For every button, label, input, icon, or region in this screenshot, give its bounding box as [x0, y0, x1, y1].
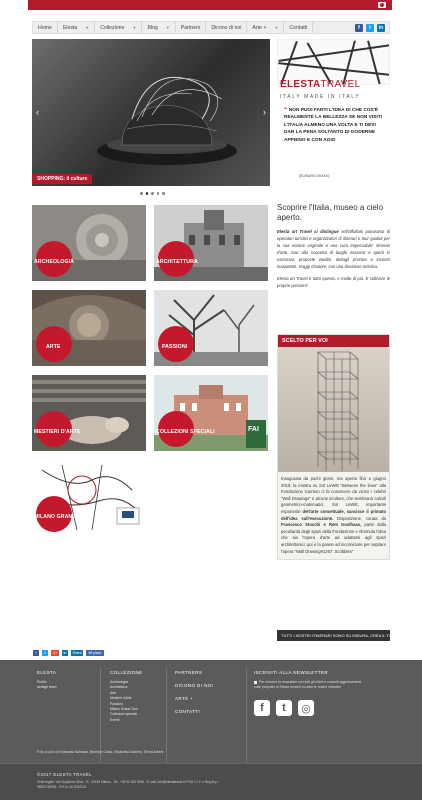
slider-dot[interactable] [162, 192, 165, 195]
footer-link[interactable]: Passioni [110, 701, 123, 706]
slider-dot-active[interactable] [146, 192, 149, 195]
newsletter-consent[interactable] [254, 680, 364, 690]
brand-name-light: TRAVEL [320, 79, 361, 90]
footer-link[interactable]: Architettura [110, 685, 128, 690]
nav-blog[interactable] [142, 22, 175, 33]
scelto-per-voi-box [277, 334, 390, 560]
slider-caption[interactable]: SHOPPING: il culture [32, 174, 92, 184]
nav-home[interactable] [33, 22, 58, 33]
tile-label: MILANO GRAND TOUR [34, 514, 93, 520]
footer-link[interactable]: Eventi [110, 717, 120, 722]
intro-body: nell'affollato panorama di operatori turistici e organizzatori di itinerari e tour guidati per la sua visione originale e una cura impeccabile: itinerari d'arte, tour alla scoperta di luoghi nascosti e aperti in esclusiva, proposte inedite, dettagli preziosi e incontri inaspettati. Viaggi d'autore, con una direzione artistica. [277, 229, 391, 269]
photo-credits: Foto a cura di Emanuela Salmaso, Beatrice Costa, Elisabetta Gamero, Elena Arbeni [37, 750, 164, 754]
facebook-like-button[interactable]: Mi piace [86, 650, 104, 656]
brand-quote-text: NON PUOI FARTI L'IDEA DI CHE COS'È REALMENTE LA BELLEZZA SE NON VISITI L'ITALIA ALMENO UNA VOLTA E TI DEVI DAR LA PENA SOLTANTO DI GODERNE APPIENO E CON AGIO [284, 108, 382, 143]
chevron-down-icon: ▼ [132, 25, 137, 30]
tile-archeologia[interactable] [32, 205, 146, 281]
footer-col-partners [175, 670, 213, 719]
grid-tower-drawing [278, 347, 391, 472]
chevron-right-icon: › [395, 632, 398, 639]
scelto-header: SCELTO PER VOI [278, 335, 389, 347]
scelto-text-bold-2: Francesco Stocchi e Rem Koolhaas, [281, 522, 362, 528]
footer-link[interactable]: Milano Grand Tour [110, 707, 138, 712]
linkedin-icon[interactable]: in [378, 24, 384, 31]
footer-newsletter [254, 670, 364, 716]
footer-link[interactable]: Archeologia [110, 680, 128, 684]
svg-text:FAI: FAI [248, 426, 259, 433]
chevron-down-icon: ▼ [165, 25, 170, 30]
tile-label: MESTIERI D'ARTE [34, 429, 81, 435]
intro-text-2: Elesta art Travel è tutto questo, e molto di più. E coltivare le proprie passioni! [277, 276, 390, 288]
checkbox-icon[interactable] [254, 681, 257, 684]
brand-logo[interactable] [280, 79, 360, 90]
footer-heading: COLLEZIONE [110, 670, 143, 675]
footer-link[interactable]: Profilo [37, 680, 47, 684]
twitter-icon[interactable]: t [366, 24, 374, 32]
nav-elesta-label: Elesta [62, 24, 78, 31]
tile-architettura[interactable] [154, 205, 268, 281]
footer-link[interactable]: CONTATTI [175, 709, 201, 714]
share-twitter-icon[interactable]: t [42, 650, 48, 656]
footer-heading: ELESTA [37, 670, 57, 675]
slider-dot[interactable] [151, 192, 154, 195]
tile-milano-grand-tour[interactable] [32, 460, 146, 536]
tile-label: ARTE [46, 344, 61, 350]
share-facebook-icon[interactable]: f [33, 650, 39, 656]
tile-label: ARCHEOLOGIA [34, 259, 75, 265]
chevron-down-icon: ▼ [274, 25, 279, 30]
brand-quote [284, 107, 384, 144]
share-linkedin-button[interactable]: Share [72, 651, 82, 655]
nav-arte-label: Arte + [252, 24, 267, 31]
nav-elesta[interactable] [58, 22, 95, 33]
footer-link[interactable]: DICONO DI NOI [175, 683, 214, 688]
nav-dicono-label: Dicono di noi [211, 24, 242, 31]
nav-partners-label: Partners [180, 24, 201, 31]
scelto-text-bold-1: dell'arte concettuale, sancisce il primato dell'idea sull'esecuzione. [281, 508, 386, 521]
hero-slider[interactable] [32, 39, 270, 186]
footer-link[interactable]: ARTE + [175, 696, 194, 701]
top-bar [28, 0, 392, 10]
slider-dot[interactable] [157, 192, 160, 195]
nav-partners[interactable] [176, 22, 207, 33]
nav-dicono-di-noi[interactable] [206, 22, 247, 33]
scelto-text-1: Inaugurata da pochi giorni, ma aperta fino a giugno 2018, la mostra su Sol LeWitt "Between the lines" alla Fondazione Carriero ci fa conoscere da vicino i celebri "Wall Drawings" e alcune sculture, che sembrano calcoli geometrico-matematici. Sol LeWitt, importante esponente [281, 476, 386, 514]
custom-itinerary-button[interactable] [277, 630, 398, 641]
instagram-icon[interactable]: ◎ [298, 700, 314, 716]
nav-blog-label: Blog [147, 24, 158, 31]
footer-social [254, 700, 364, 716]
nav-collezione[interactable] [95, 22, 142, 33]
nav-social [355, 24, 389, 32]
nav-arte-plus[interactable] [247, 22, 284, 33]
slider-prev-arrow-icon[interactable]: ‹ [36, 107, 39, 117]
slider-dot[interactable] [140, 192, 143, 195]
nav-contatti-label: Contatti [289, 24, 308, 31]
copyright: ©2017 ELESTA TRAVEL [37, 772, 92, 777]
tile-collezioni[interactable] [154, 375, 268, 451]
language-flag-icon[interactable] [378, 2, 386, 8]
sol-lewitt-sculpture-image[interactable] [278, 347, 389, 472]
brand-panel [277, 39, 390, 186]
footer-heading[interactable]: PARTNERS [175, 670, 203, 675]
hat-sculpture-image [92, 59, 242, 169]
twitter-icon[interactable]: t [276, 700, 292, 716]
intro-lead: Elesta art Travel si distingue [277, 229, 339, 234]
footer-col-elesta [37, 670, 56, 691]
footer-link[interactable]: Mestieri d'Arte [110, 696, 132, 701]
company-address: Sede legale: Via Guglielmo Silva, 74 - 20149 Milano - Tel.: +39 02 433 0066 - E-mail: info@elestatravel.it P.IVA / C.F. e Reg.Imp.: 08551740961 - R.E.A. MI 2033122 [37, 780, 219, 789]
footer-col-collezione [110, 670, 143, 723]
footer-link[interactable]: dettagli team [37, 685, 57, 690]
facebook-icon[interactable]: f [355, 24, 363, 32]
tile-passioni[interactable] [154, 290, 268, 366]
quote-mark-icon: ❝ [284, 108, 287, 113]
tile-mestieri[interactable] [32, 375, 146, 451]
custom-itinerary-label: TUTTI I NOSTRI ITINERARI SONO SU MISURA, CREA IL TUO! [281, 633, 396, 638]
intro-section [277, 203, 390, 289]
footer-bottom-bar [0, 763, 422, 800]
tile-label: ARCHITETTURA [156, 259, 198, 265]
tile-label: PASSIONI [162, 344, 188, 350]
nav-contatti[interactable] [284, 22, 313, 33]
tile-label: COLLEZIONI SPECIALI [156, 429, 215, 435]
nav-collezione-label: Collezione [100, 24, 125, 31]
slider-next-arrow-icon[interactable]: › [263, 107, 266, 117]
intro-text [277, 228, 390, 270]
scelto-text [278, 472, 389, 559]
main-navigation [32, 21, 390, 34]
newsletter-consent-text: Per ricevere la newsletter con tutti gli ultimi e costanti aggiornamenti sulle proposte di Elesta nonché su tutte le nostre iniziative [254, 680, 362, 689]
share-google-plus-icon[interactable]: G+ [52, 651, 58, 655]
nav-home-label: Home [38, 24, 52, 31]
footer-link[interactable]: Collezioni speciali [110, 712, 137, 717]
tile-arte[interactable] [32, 290, 146, 366]
footer-link[interactable]: Arte [110, 690, 117, 695]
brand-name-bold: ELESTA [280, 79, 321, 90]
chevron-down-icon: ▼ [85, 25, 90, 30]
share-buttons [33, 650, 104, 656]
share-linkedin-icon[interactable]: in [63, 651, 67, 655]
scelto-text-2: Disposizione, curata da [333, 515, 386, 521]
slider-dots [140, 192, 165, 195]
newsletter-heading: ISCRIVITI ALLA NEWSLETTER [254, 670, 329, 675]
scelto-text-3: parte dalla peculiarità degli spazi della Fondazione e rilormula l'idea che sia l'opera d'arte ad adattarsi agli spazi architettonici: qui è la parete ad incorniciare per ospitare l'opera "Wall Drawing#1267: Scribbles" [281, 522, 386, 554]
quote-author: [EDWARD DRAKE] [299, 174, 330, 178]
intro-title: Scoprire l'Italia, museo a cielo aperto. [277, 203, 384, 222]
facebook-icon[interactable]: f [254, 700, 270, 716]
brand-tagline: ITALY MADE IN ITALY [280, 94, 361, 100]
